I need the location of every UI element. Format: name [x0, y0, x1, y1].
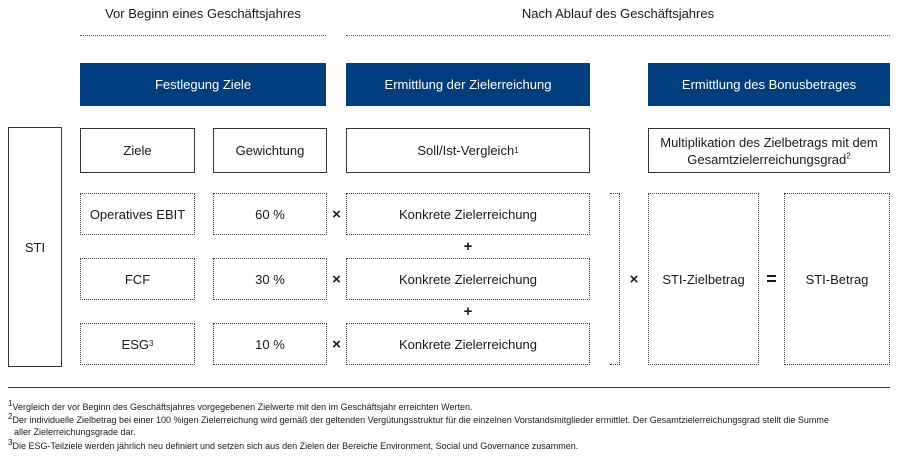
times-operator-total: × [629, 270, 639, 288]
multiplikation-header [648, 128, 890, 173]
header-after-divider [346, 35, 890, 36]
footnote-3 [8, 438, 893, 452]
weight-ebit: 60 % [213, 193, 327, 235]
gewichtung-header: Gewichtung [213, 128, 327, 173]
equals-operator: = [766, 268, 777, 289]
multiplikation-footnote-mark: 2 [846, 151, 851, 161]
sti-target-box: STI-Zielbetrag [648, 193, 759, 365]
goals-box: Festlegung Ziele [80, 63, 326, 106]
header-after: Nach Ablauf des Geschäftsjahres [521, 6, 715, 21]
ziele-header: Ziele [80, 128, 195, 173]
footnote-separator [8, 387, 890, 388]
plus-operator-1: + [463, 237, 473, 255]
goal-esg: ESG 3 [80, 323, 195, 365]
achievement-fcf: Konkrete Zielerreichung [346, 258, 590, 300]
achievement-esg: Konkrete Zielerreichung [346, 323, 590, 365]
footnote-3-mark: 3 [8, 438, 13, 447]
footnote-1-text: Vergleich der vor Beginn des Geschäftsjahres vorgegebenen Zielwerte mit den im Geschäftsjahr erreichten Werten. [12, 402, 473, 412]
footnote-2-text: Der individuelle Zielbetrag bei einer 100 %igen Zielerreichung wird gemäß der geltenden Vergütungsstruktur für die einzelnen Vorstandsmitglieder ermittlet. Der Gesamtzielerreichungsgrad stellt die Summe [12, 415, 829, 425]
multiplikation-line2: Gesamtzielerreichungsgrad [687, 151, 847, 167]
sti-box: STI [8, 127, 62, 367]
weight-esg: 10 % [213, 323, 327, 365]
header-before-divider [80, 35, 326, 36]
times-operator-row2: × [332, 270, 341, 288]
times-operator-row1: × [332, 205, 341, 223]
times-operator-row3: × [332, 335, 341, 353]
multiplikation-line2-wrap [687, 151, 850, 168]
plus-operator-2: + [463, 302, 473, 320]
footnote-1-mark: 1 [8, 399, 13, 408]
footnote-2-continued: aller Zielerreichungsgrade dar. [14, 427, 136, 437]
footnote-3-text: Die ESG-Teilziele werden jährlich neu definiert und setzen sich aus den Zielen der Bereiche Environment, Social und Governance zusammen. [12, 441, 579, 451]
achievement-ebit: Konkrete Zielerreichung [346, 193, 590, 235]
footnote-2-mark: 2 [8, 412, 13, 421]
header-before: Vor Beginn eines Geschäftsjahres [105, 6, 301, 21]
bonus-box: Ermittlung des Bonusbetrages [648, 63, 890, 106]
soll-ist-header: Soll/Ist-Vergleich 1 [346, 128, 590, 173]
weight-fcf: 30 % [213, 258, 327, 300]
soll-ist-label: Soll/Ist-Vergleich [417, 143, 515, 158]
footnote-1 [8, 399, 893, 413]
goal-fcf: FCF [80, 258, 195, 300]
goal-ebit: Operatives EBIT [80, 193, 195, 235]
goal-esg-label: ESG [121, 336, 149, 352]
footnote-2 [8, 412, 893, 426]
achievement-box: Ermittlung der Zielerreichung [346, 63, 590, 106]
multiplikation-line1: Multiplikation des Zielbetrags mit dem [660, 134, 878, 150]
sum-bracket [610, 193, 620, 365]
sti-amount-box: STI-Betrag [784, 193, 890, 365]
